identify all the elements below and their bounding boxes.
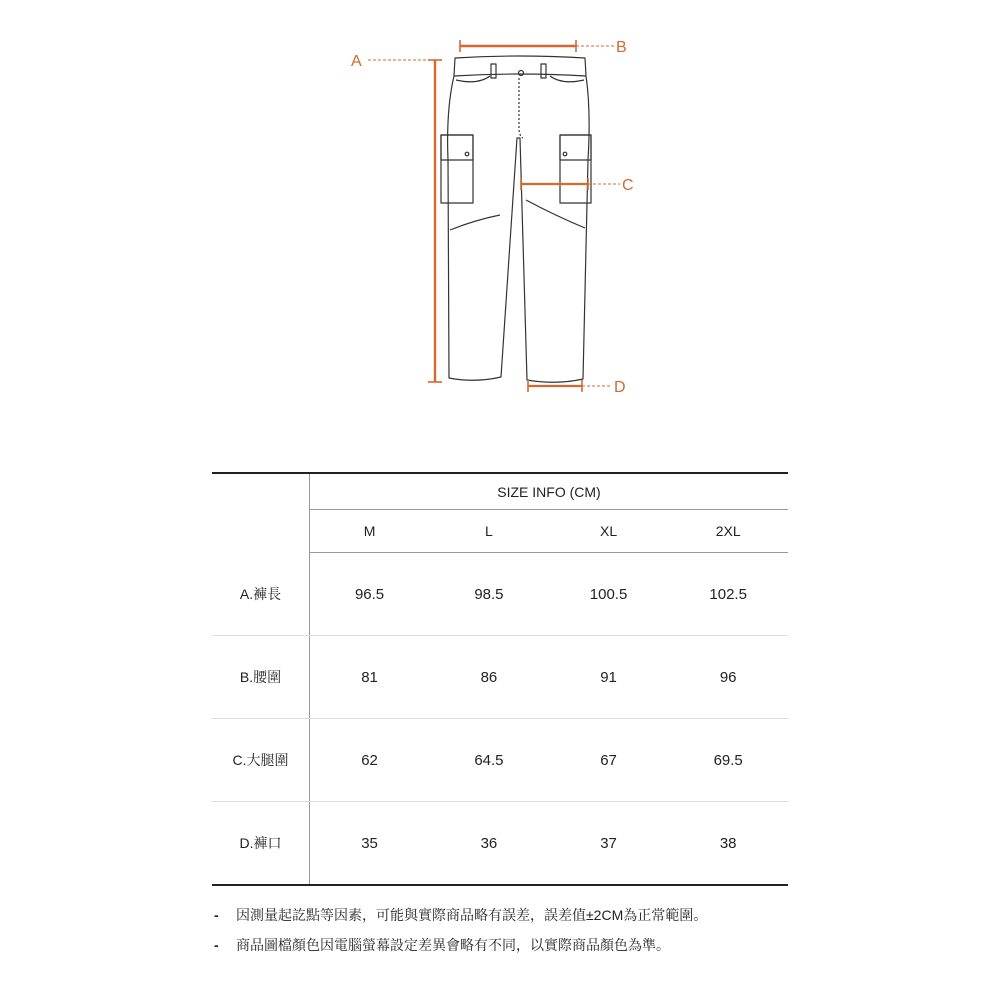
table-corner xyxy=(212,473,310,553)
note-text: 商品圖檔顏色因電腦螢幕設定差異會略有不同，以實際商品顏色為準。 xyxy=(236,937,670,953)
row-label: C.大腿圍 xyxy=(212,719,310,802)
pants-outline xyxy=(441,56,591,382)
table-row xyxy=(212,719,788,802)
size-header: L xyxy=(429,510,549,553)
table-cell: 64.5 xyxy=(429,719,549,802)
table-cell: 100.5 xyxy=(549,553,669,636)
table-cell: 37 xyxy=(549,802,669,886)
notes-list xyxy=(214,903,814,963)
table-cell: 96.5 xyxy=(310,553,430,636)
note-bullet: - xyxy=(214,937,219,953)
row-label: A.褲長 xyxy=(212,553,310,636)
table-cell: 96 xyxy=(668,636,788,719)
note-bullet: - xyxy=(214,907,219,923)
table-cell: 102.5 xyxy=(668,553,788,636)
table-title-row xyxy=(212,473,788,510)
pants-measurement-diagram xyxy=(0,0,1000,420)
label-c: C xyxy=(622,177,634,194)
table-cell: 36 xyxy=(429,802,549,886)
table-row xyxy=(212,636,788,719)
note-item xyxy=(214,933,814,963)
row-label: D.褲口 xyxy=(212,802,310,886)
table-row xyxy=(212,553,788,636)
row-label: B.腰圍 xyxy=(212,636,310,719)
table-title: SIZE INFO (CM) xyxy=(310,473,789,510)
note-item xyxy=(214,903,814,933)
size-info-table xyxy=(212,472,788,886)
size-header: M xyxy=(310,510,430,553)
size-header: XL xyxy=(549,510,669,553)
table-cell: 38 xyxy=(668,802,788,886)
table-cell: 67 xyxy=(549,719,669,802)
table-cell: 62 xyxy=(310,719,430,802)
label-d: D xyxy=(614,379,626,396)
label-a: A xyxy=(351,53,362,70)
table-cell: 98.5 xyxy=(429,553,549,636)
table-cell: 81 xyxy=(310,636,430,719)
table-cell: 35 xyxy=(310,802,430,886)
table-cell: 86 xyxy=(429,636,549,719)
table-row xyxy=(212,802,788,886)
table-cell: 91 xyxy=(549,636,669,719)
note-text: 因測量起訖點等因素，可能與實際商品略有誤差，誤差值±2CM為正常範圍。 xyxy=(236,907,708,923)
table-cell: 69.5 xyxy=(668,719,788,802)
size-header: 2XL xyxy=(668,510,788,553)
label-b: B xyxy=(616,39,627,56)
